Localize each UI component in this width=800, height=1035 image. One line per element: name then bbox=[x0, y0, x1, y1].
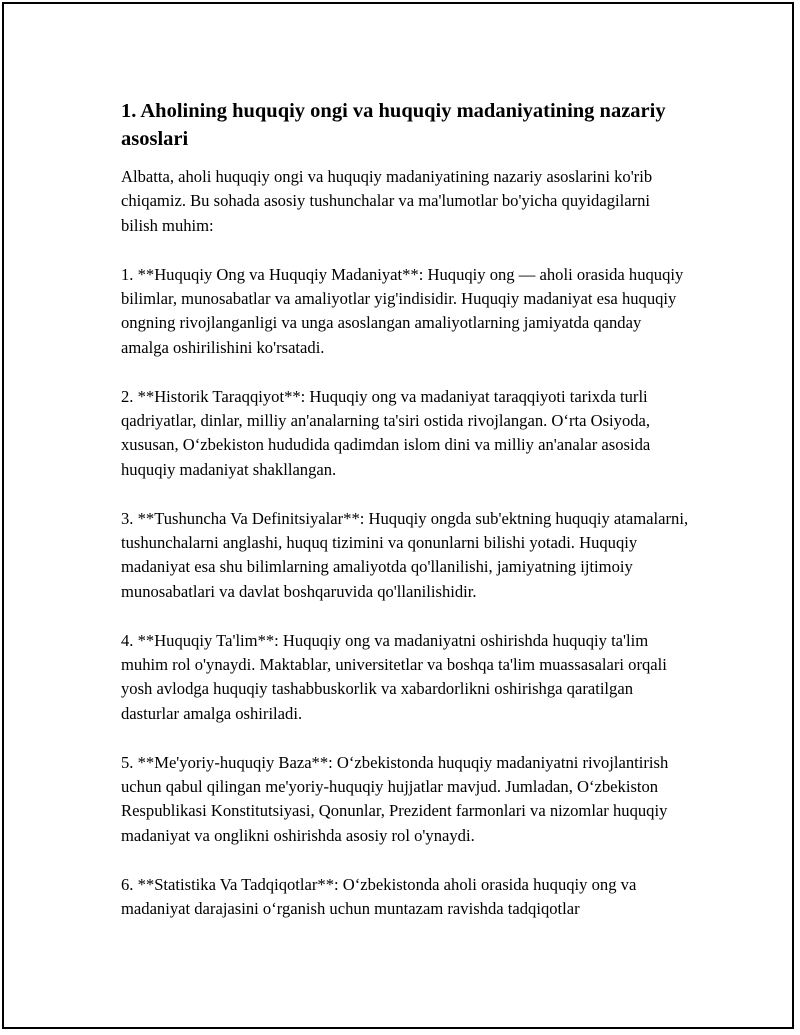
paragraph-meyoriy-huquqiy-baza: 5. **Me'yoriy-huquqiy Baza**: O‘zbekistonda huquqiy madaniyatni rivojlantirish uchun qabul qilingan me'yoriy-huquqiy hujjatlar mavjud. Jumladan, O‘zbekiston Respublikasi Konstitutsiyasi, Qonunlar, Prezident farmonlari va nizomlar huquqiy madaniyat va onglikni oshirishda asosiy rol o'ynaydi. bbox=[121, 752, 669, 845]
paragraph-historik-taraqqiyot: 2. **Historik Taraqqiyot**: Huquqiy ong va madaniyat taraqqiyoti tarixda turli qadriyatlar, dinlar, milliy an'analarning ta'siri ostida rivojlangan. O‘rta Osiyoda, xususan, O‘zbekiston hududida qadimdan islom dini va milliy an'analar asosida huquqiy madaniyat shakllangan. bbox=[121, 386, 651, 479]
intro-paragraph: Albatta, aholi huquqiy ongi va huquqiy madaniyatining nazariy asoslarini ko'rib chiqamiz. Bu sohada asosiy tushunchalar va ma'lumotlar bo'yicha quyidagilarni bilish muhim: bbox=[121, 167, 653, 235]
document-title: 1. Aholining huquqiy ongi va huquqiy madaniyatining nazariy asoslari bbox=[121, 100, 666, 150]
paragraph-tushuncha-definitsiyalar: 3. **Tushuncha Va Definitsiyalar**: Huquqiy ongda sub'ektning huquqiy atamalarni, tushunchalarni anglashi, huquq tizimini va qonunlarni bilishi yotadi. Huquqiy madaniyat esa shu bilimlarning amaliyotda qo'llanilishi, jamiyatning ijtimoiy munosabatlari va davlat boshqaruvida qo'llanilishidir. bbox=[121, 508, 689, 601]
document-body bbox=[121, 97, 691, 946]
paragraph-statistika-tadqiqotlar: 6. **Statistika Va Tadqiqotlar**: O‘zbekistonda aholi orasida huquqiy ong va madaniyat darajasini o‘rganish uchun muntazam ravishda tadqiqotlar bbox=[121, 874, 637, 919]
page-frame bbox=[2, 2, 794, 1029]
paragraph-huquqiy-talim: 4. **Huquqiy Ta'lim**: Huquqiy ong va madaniyatni oshirishda huquqiy ta'lim muhim rol o'ynaydi. Maktablar, universitetlar va boshqa ta'lim muassasalari orqali yosh avlodga huquqiy tashabbuskorlik va xabardorlikni oshirishga qaratilgan dasturlar amalga oshiriladi. bbox=[121, 630, 667, 723]
paragraph-huquqiy-ong: 1. **Huquqiy Ong va Huquqiy Madaniyat**: Huquqiy ong — aholi orasida huquqiy bilimlar, munosabatlar va amaliyotlar yig'indisidir. Huquqiy madaniyat esa huquqiy ongning rivojlanganligi va unga asoslangan amaliyotlarning jamiyatda qanday amalga oshirilishini ko'rsatadi. bbox=[121, 264, 684, 357]
